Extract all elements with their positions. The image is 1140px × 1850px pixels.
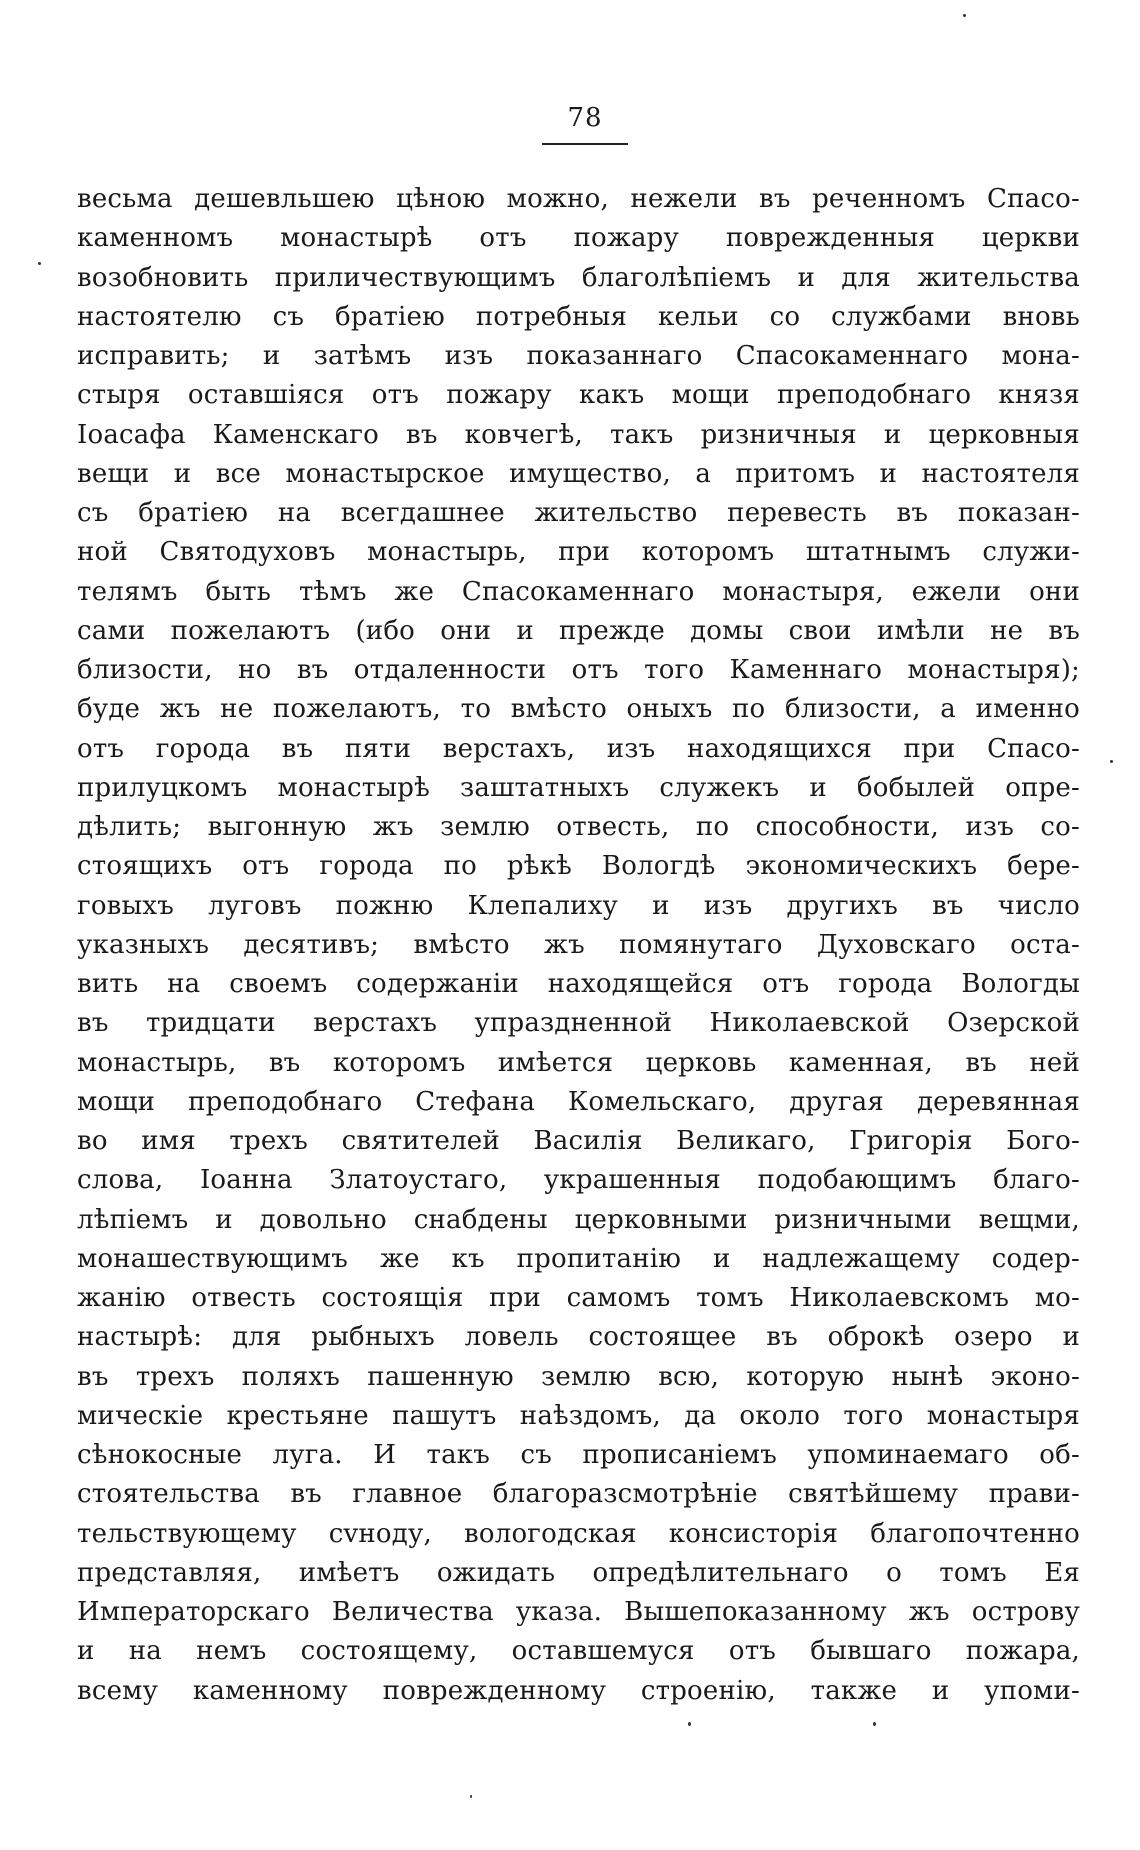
text-line: вить на своемъ содержаніи находящейся отъ города Вологды: [77, 969, 1080, 999]
scan-speck: [963, 14, 966, 17]
text-line: сѣнокосные луга. И такъ съ прописаніемъ упоминаемаго об-: [77, 1440, 1080, 1470]
text-line: сами пожелаютъ (ибо они и прежде домы свои имѣли не въ: [77, 615, 1080, 646]
text-line: всему каменному поврежденному строенію, также и упоми-: [77, 1675, 1080, 1706]
text-line: Іоасафа Каменскаго въ ковчегѣ, такъ ризничныя и церковныя: [77, 419, 1080, 450]
text-line: исправить; и затѣмъ изъ показаннаго Спасокаменнаго мона-: [77, 341, 1080, 371]
text-line: возобновить приличествующимъ благолѣпіемъ и для жительства: [77, 262, 1080, 293]
scan-speck: [1110, 760, 1113, 763]
text-line: телямъ быть тѣмъ же Спасокаменнаго монастыря, ежели они: [77, 576, 1080, 607]
text-line: жанію отвесть состоящія при самомъ томъ Николаевскомъ мо-: [77, 1283, 1080, 1313]
text-line: буде жъ не пожелаютъ, то вмѣсто оныхъ по близости, а именно: [77, 694, 1080, 725]
scan-speck: [38, 262, 41, 265]
text-line: монашествующимъ же къ пропитанію и надлежащему содер-: [77, 1243, 1080, 1274]
text-line: близости, но въ отдаленности отъ того Каменнаго монастыря);: [77, 655, 1080, 685]
text-line: каменномъ монастырѣ отъ пожару поврежденныя церкви: [77, 223, 1080, 254]
text-line: стыря оставшіяся отъ пожару какъ мощи преподобнаго князя: [77, 380, 1080, 411]
text-line: настоятелю съ братіею потребныя кельи со службами вновь: [77, 301, 1080, 332]
scan-speck: [688, 1722, 691, 1726]
text-line: настырѣ: для рыбныхъ ловель состоящее въ оброкѣ озеро и: [77, 1322, 1080, 1353]
text-line: ной Святодуховъ монастырь, при которомъ штатнымъ служи-: [77, 537, 1080, 568]
text-line: стоящихъ отъ города по рѣкѣ Вологдѣ экономическихъ бере-: [77, 851, 1080, 882]
text-line: тельствующему сvноду, вологодская консисторія благопочтенно: [77, 1518, 1080, 1549]
text-line: говыхъ луговъ пожню Клепалиху и изъ другихъ въ число: [77, 890, 1080, 921]
text-line: и на немъ состоящему, оставшемуся отъ бывшаго пожара,: [77, 1636, 1080, 1667]
text-line: весьма дешевльшею цѣною можно, нежели въ реченномъ Спасо-: [77, 184, 1080, 214]
text-line: во имя трехъ святителей Василія Великаго, Григорія Бого-: [77, 1126, 1080, 1156]
text-line: въ трехъ поляхъ пашенную землю всю, которую нынѣ эконо-: [77, 1361, 1080, 1392]
text-line: лѣпіемъ и довольно снабдены церковными ризничными вещми,: [77, 1204, 1080, 1235]
body-text: [77, 180, 1080, 1711]
text-line: слова, Іоанна Златоустаго, украшенныя подобающимъ благо-: [77, 1165, 1080, 1196]
text-line: вещи и все монастырское имущество, а притомъ и настоятеля: [77, 458, 1080, 489]
text-line: отъ города въ пяти верстахъ, изъ находящихся при Спасо-: [77, 733, 1080, 764]
text-line: стоятельства въ главное благоразсмотрѣніе святѣйшему прави-: [77, 1479, 1080, 1510]
page-number-rule: [542, 143, 628, 145]
text-line: указныхъ десятивъ; вмѣсто жъ помянутаго Духовскаго оста-: [77, 929, 1080, 960]
page-number: 78: [567, 103, 603, 133]
scan-speck: [873, 1722, 876, 1726]
text-line: въ тридцати верстахъ упраздненной Николаевской Озерской: [77, 1008, 1080, 1039]
text-line: съ братіею на всегдашнее жительство перевесть въ показан-: [77, 498, 1080, 528]
text-line: дѣлить; выгонную жъ землю отвесть, по способности, изъ со-: [77, 812, 1080, 842]
text-line: мическіе крестьяне пашутъ наѣздомъ, да около того монастыря: [77, 1400, 1080, 1431]
text-line: Императорскаго Величества указа. Вышепоказанному жъ острову: [77, 1597, 1080, 1627]
text-line: прилуцкомъ монастырѣ заштатныхъ служекъ и бобылей опре-: [77, 772, 1080, 803]
scan-speck: [470, 1795, 472, 1798]
text-line: представляя, имѣетъ ожидать опредѣлительнаго о томъ Ея: [77, 1557, 1080, 1588]
text-line: монастырь, въ которомъ имѣется церковь каменная, въ ней: [77, 1047, 1080, 1078]
text-line: мощи преподобнаго Стефана Комельскаго, другая деревянная: [77, 1086, 1080, 1117]
